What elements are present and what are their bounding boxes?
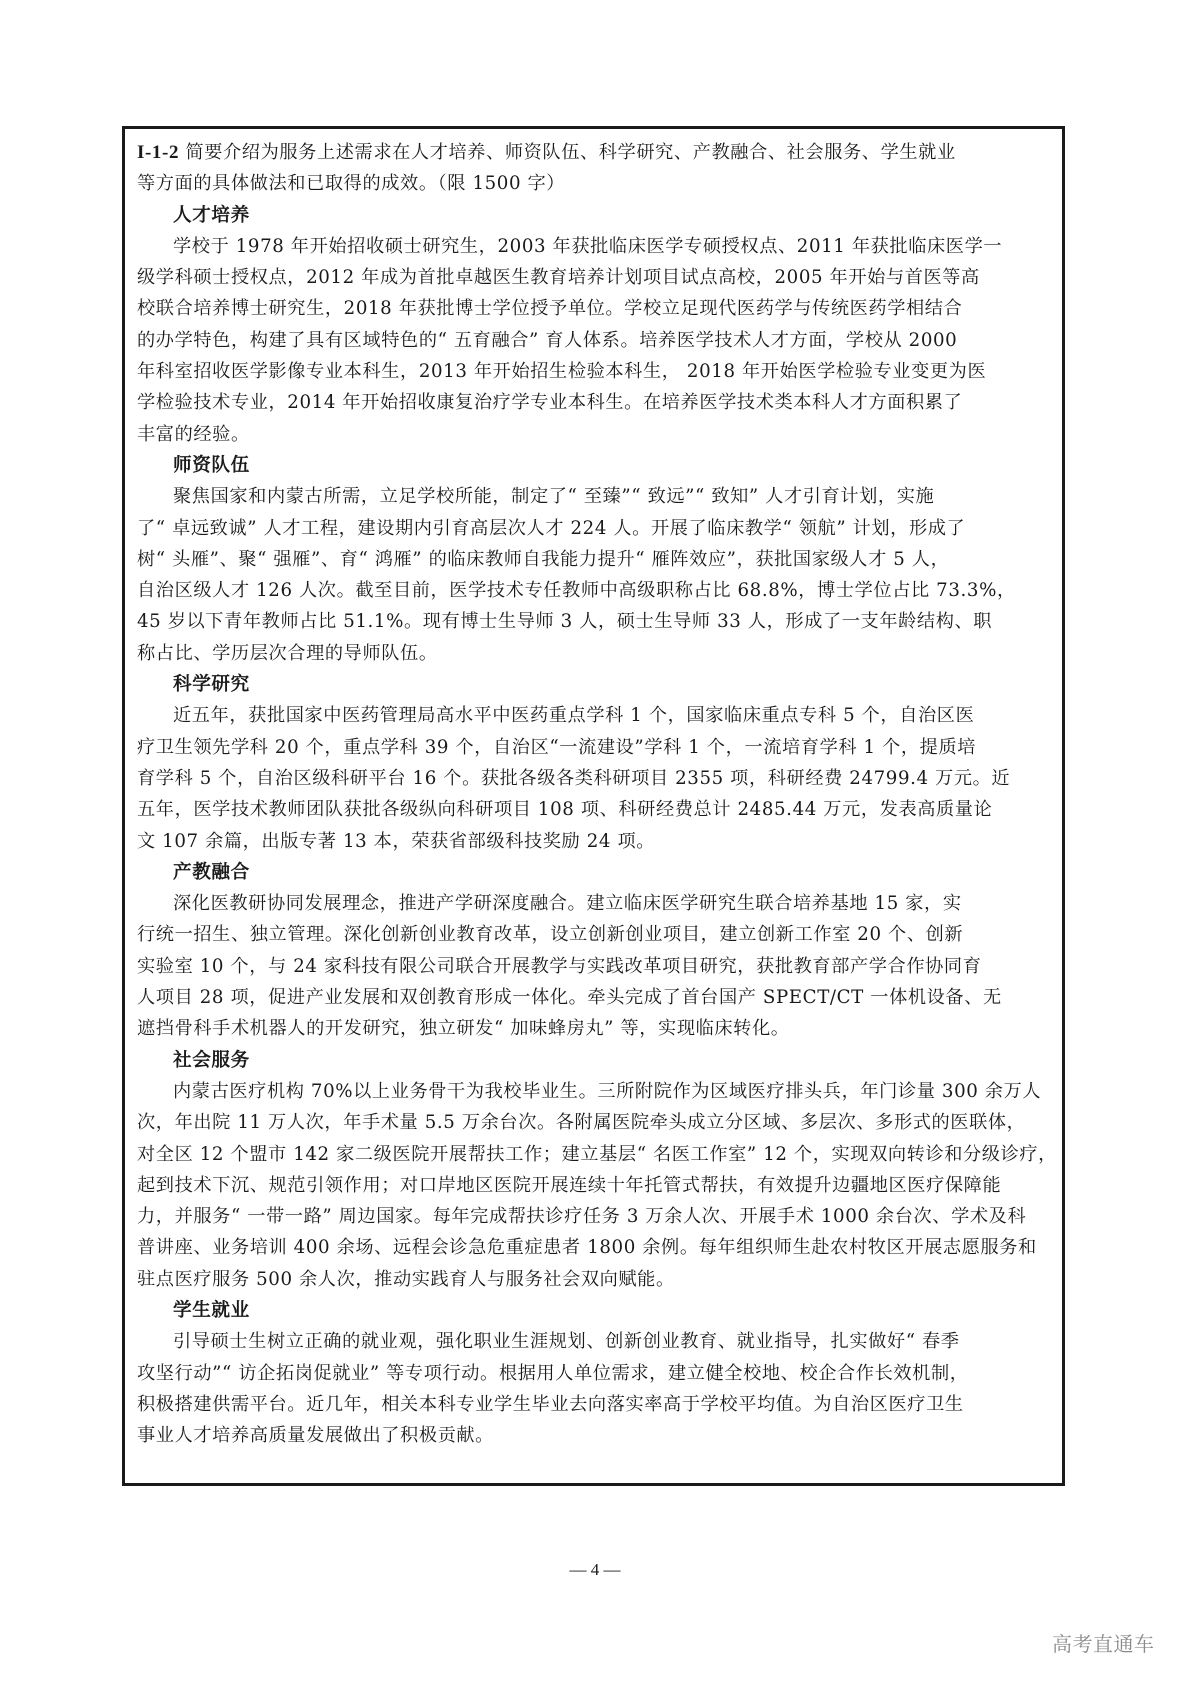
section-paragraph-line: 文 107 余篇，出版专著 13 本，荣获省部级科技奖励 24 项。: [137, 830, 656, 852]
section-paragraph-line: 实验室 10 个，与 24 家科技有限公司联合开展教学与实践改革项目研究，获批教育部产学合作协同育: [137, 955, 982, 977]
section-paragraph-line: 次，年出院 11 万人次，年手术量 5.5 万余台次。各附属医院牵头成立分区域、多层次、多形式的医联体，: [137, 1112, 1026, 1134]
section-paragraph-line: 树“ 头雁”、聚“ 强雁”、育“ 鸿雁” 的临床教师自我能力提升“ 雁阵效应”，获批国家级人才 5 人，: [137, 548, 950, 570]
answer-content: [137, 137, 1057, 1451]
prompt-line-1: [137, 137, 1052, 168]
section-paragraph-line: 力，并服务“ 一带一路” 周边国家。每年完成帮扶诊疗任务 3 万余人次、开展手术 1000 余台次、学术及科: [137, 1206, 1027, 1228]
section-paragraph-line: 近五年，获批国家中医药管理局高水平中医药重点学科 1 个，国家临床重点专科 5 个，自治区医: [173, 705, 975, 727]
prompt-line-2: 等方面的具体做法和已取得的成效。（限 1500 字）: [137, 173, 566, 195]
section-paragraph-line: 对全区 12 个盟市 142 家二级医院开展帮扶工作；建立基层“ 名医工作室” 12 个，实现双向转诊和分级诊疗，: [137, 1143, 1057, 1165]
section-paragraph-line: 校联合培养博士研究生，2018 年获批博士学位授予单位。学校立足现代医药学与传统医药学相结合: [137, 298, 963, 320]
section-paragraph-line: 疗卫生领先学科 20 个，重点学科 39 个，自治区“一流建设”学科 1 个，一流培育学科 1 个，提质培: [137, 736, 977, 758]
watermark: 高考直通车: [1052, 1632, 1155, 1656]
section-paragraph-line: 事业人才培养高质量发展做出了积极贡献。: [137, 1425, 494, 1447]
section-heading: 师资队伍: [173, 454, 250, 476]
section-paragraph-line: 五年，医学技术教师团队获批各级纵向科研项目 108 项、科研经费总计 2485.44 万元，发表高质量论: [137, 799, 993, 821]
prompt-text: 简要介绍为服务上述需求在人才培养、师资队伍、科学研究、产教融合、社会服务、学生就业: [179, 142, 956, 163]
section-paragraph-line: 学检验技术专业，2014 年开始招收康复治疗学专业本科生。在培养医学技术类本科人才方面积累了: [137, 392, 963, 414]
section-paragraph-line: 育学科 5 个，自治区级科研平台 16 个。获批各级各类科研项目 2355 项，科研经费 24799.4 万元。近: [137, 767, 1011, 789]
section-heading: 人才培养: [173, 204, 250, 226]
section-paragraph-line: 行统一招生、独立管理。深化创新创业教育改革，设立创新创业项目，建立创新工作室 20 个、创新: [137, 924, 964, 946]
section-paragraph-line: 深化医教研协同发展理念，推进产学研深度融合。建立临床医学研究生联合培养基地 15 家，实: [173, 893, 962, 915]
section-paragraph-line: 的办学特色，构建了具有区域特色的“ 五育融合” 育人体系。培养医学技术人才方面，学校从 2000: [137, 329, 958, 351]
section-paragraph-line: 年科室招收医学影像专业本科生，2013 年开始招生检验本科生， 2018 年开始医学检验专业变更为医: [137, 361, 987, 383]
prompt-code: I-1-2: [137, 142, 180, 163]
answer-box: [122, 126, 1065, 1486]
section-paragraph-line: 引导硕士生树立正确的就业观，强化职业生涯规划、创新创业教育、就业指导，扎实做好“ 春季: [173, 1331, 960, 1353]
section-heading: 社会服务: [173, 1049, 250, 1071]
section-paragraph-line: 内蒙古医疗机构 70%以上业务骨干为我校毕业生。三所附院作为区域医疗排头兵，年门诊量 300 余万人: [173, 1080, 1042, 1102]
section-paragraph-line: 积极搭建供需平台。近几年，相关本科专业学生毕业去向落实率高于学校平均值。为自治区医疗卫生: [137, 1393, 964, 1415]
section-paragraph-line: 攻坚行动”“ 访企拓岗促就业” 等专项行动。根据用人单位需求，建立健全校地、校企合作长效机制，: [137, 1362, 969, 1384]
section-paragraph-line: 人项目 28 项，促进产业发展和双创教育形成一体化。牵头完成了首台国产 SPECT/CT 一体机设备、无: [137, 987, 1002, 1009]
section-paragraph-line: 45 岁以下青年教师占比 51.1%。现有博士生导师 3 人，硕士生导师 33 人，形成了一支年龄结构、职: [137, 611, 993, 633]
section-paragraph-line: 了“ 卓远致诚” 人才工程，建设期内引育高层次人才 224 人。开展了临床教学“ 领航” 计划，形成了: [137, 517, 966, 539]
section-paragraph-line: 级学科硕士授权点，2012 年成为首批卓越医生教育培养计划项目试点高校，2005 年开始与首医等高: [137, 267, 980, 289]
section-paragraph-line: 自治区级人才 126 人次。截至目前，医学技术专任教师中高级职称占比 68.8%，博士学位占比 73.3%，: [137, 580, 1016, 602]
section-paragraph-line: 聚焦国家和内蒙古所需，立足学校所能，制定了“ 至臻”“ 致远”“ 致知” 人才引育计划，实施: [173, 486, 935, 508]
section-paragraph-line: 称占比、学历层次合理的导师队伍。: [137, 642, 438, 664]
section-paragraph-line: 学校于 1978 年开始招收硕士研究生，2003 年获批临床医学专硕授权点、2011 年获批临床医学一: [173, 235, 1003, 257]
section-heading: 科学研究: [173, 674, 250, 696]
section-paragraph-line: 驻点医疗服务 500 余人次，推动实践育人与服务社会双向赋能。: [137, 1268, 675, 1290]
section-paragraph-line: 普讲座、业务培训 400 余场、远程会诊急危重症患者 1800 余例。每年组织师生赴农村牧区开展志愿服务和: [137, 1237, 1037, 1259]
section-paragraph-line: 起到技术下沉、规范引领作用；对口岸地区医院开展连续十年托管式帮扶，有效提升边疆地区医疗保障能: [137, 1174, 1002, 1196]
section-heading: 产教融合: [173, 861, 250, 883]
section-heading: 学生就业: [173, 1299, 250, 1321]
page-number: — 4 —: [569, 1560, 621, 1579]
section-paragraph-line: 丰富的经验。: [137, 423, 250, 445]
section-paragraph-line: 遮挡骨科手术机器人的开发研究，独立研发“ 加味蜂房丸” 等，实现临床转化。: [137, 1018, 790, 1040]
